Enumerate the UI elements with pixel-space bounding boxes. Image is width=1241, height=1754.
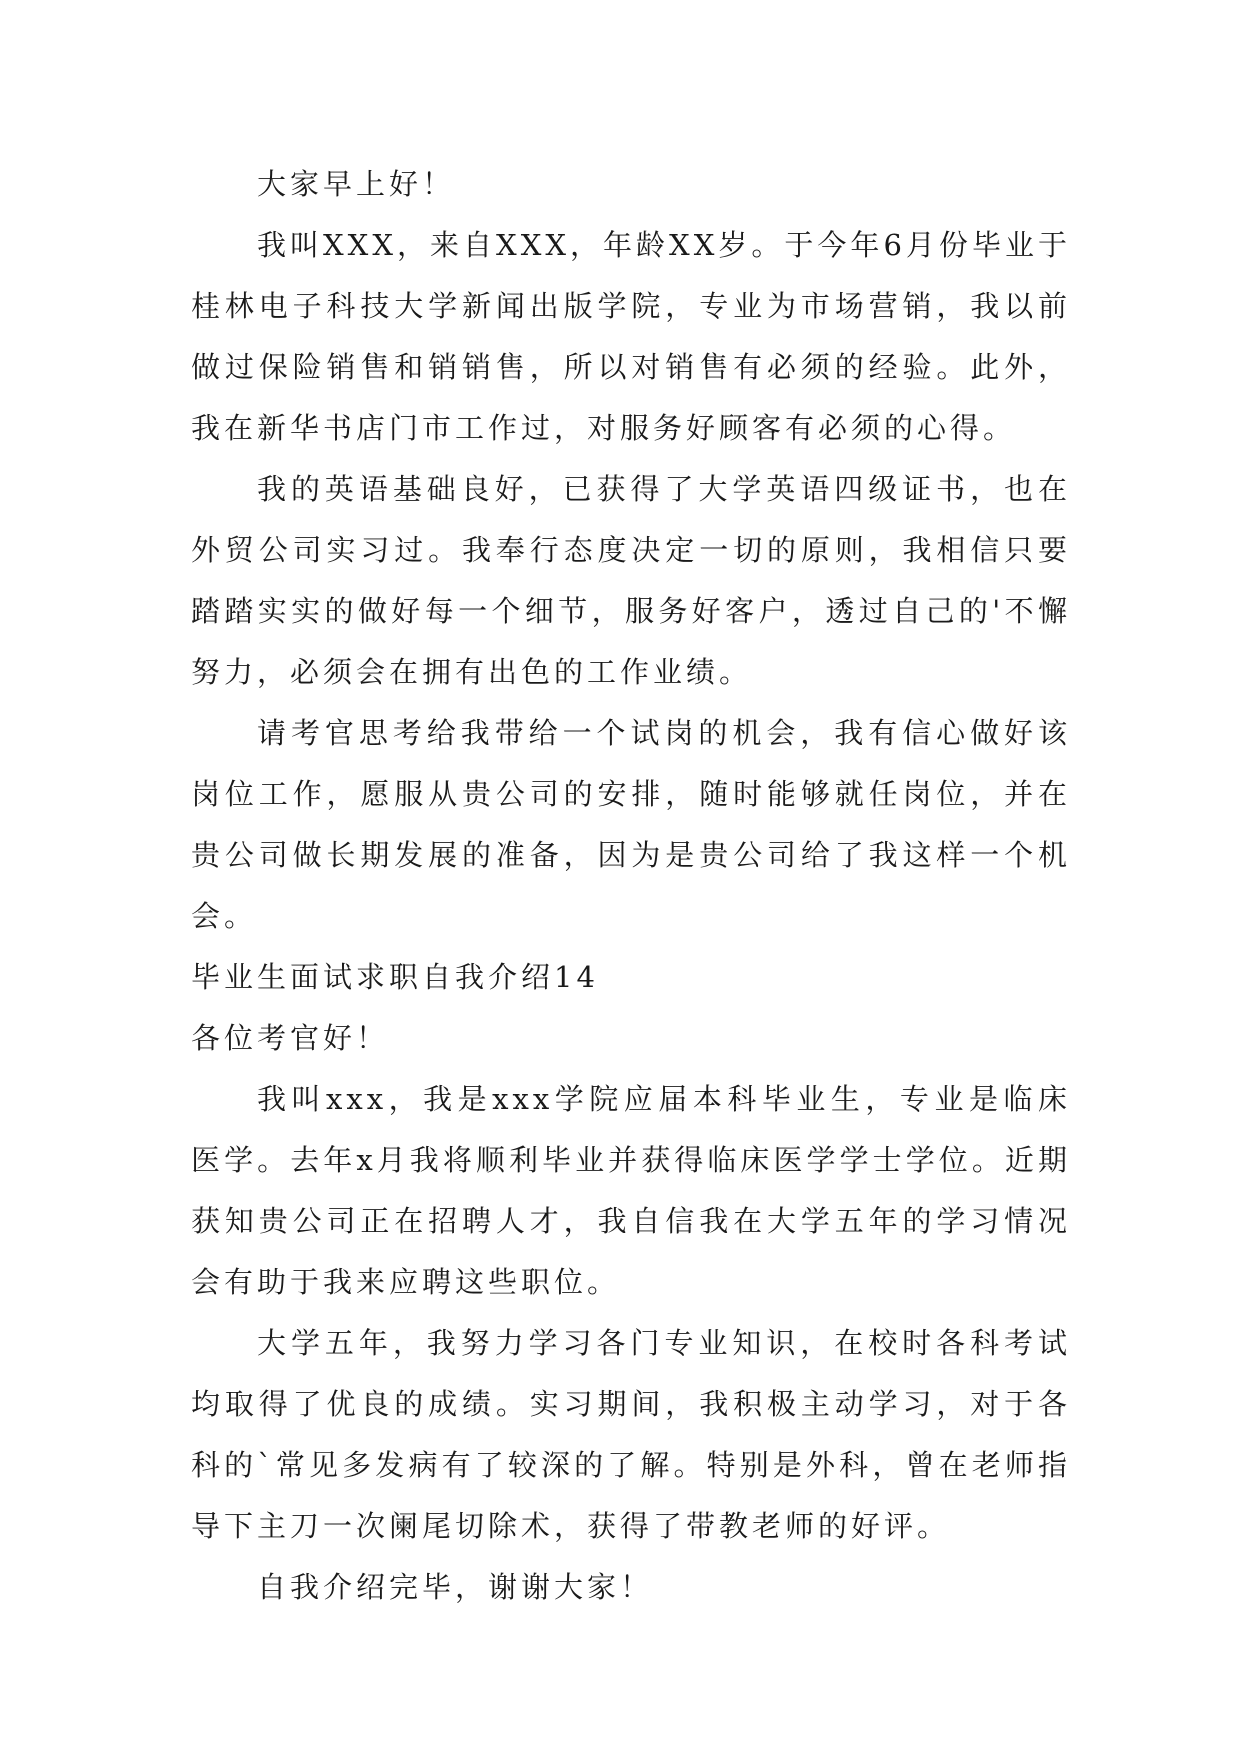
closing-paragraph: 自我介绍完毕，谢谢大家！ (257, 1570, 654, 1604)
request-paragraph: 请考官思考给我带给一个试岗的机会，我有信心做好该岗位工作，愿服从贵公司的安排，随时能够就任岗位，并在贵公司做长期发展的准备，因为是贵公司给了我这样一个机会。 (191, 716, 1071, 933)
study-paragraph: 大学五年，我努力学习各门专业知识，在校时各科考试均取得了优良的成绩。实习期间，我积极主动学习，对于各科的`常见多发病有了较深的了解。特别是外科，曾在老师指导下主刀一次阑尾切除术，获得了带教老师的好评。 (191, 1326, 1071, 1543)
self-intro-paragraph: 我叫xxx，我是xxx学院应届本科毕业生，专业是临床医学。去年x月我将顺利毕业并获得临床医学学士学位。近期获知贵公司正在招聘人才，我自信我在大学五年的学习情况会有助于我来应聘这些职位。 (191, 1082, 1071, 1299)
intro-paragraph: 我叫XXX，来自XXX，年龄XX岁。于今年6月份毕业于桂林电子科技大学新闻出版学院，专业为市场营销，我以前做过保险销售和销销售，所以对销售有必须的经验。此外，我在新华书店门市工作过，对服务好顾客有必须的心得。 (191, 228, 1071, 445)
section-greeting: 各位考官好！ (191, 1021, 390, 1055)
english-paragraph: 我的英语基础良好，已获得了大学英语四级证书，也在外贸公司实习过。我奉行态度决定一切的原则，我相信只要踏踏实实的做好每一个细节，服务好客户，透过自己的'不懈努力，必须会在拥有出色的工作业绩。 (191, 472, 1071, 689)
greeting-paragraph: 大家早上好！ (257, 167, 456, 201)
section-title: 毕业生面试求职自我介绍14 (191, 960, 599, 994)
document-page (191, 154, 1071, 1618)
